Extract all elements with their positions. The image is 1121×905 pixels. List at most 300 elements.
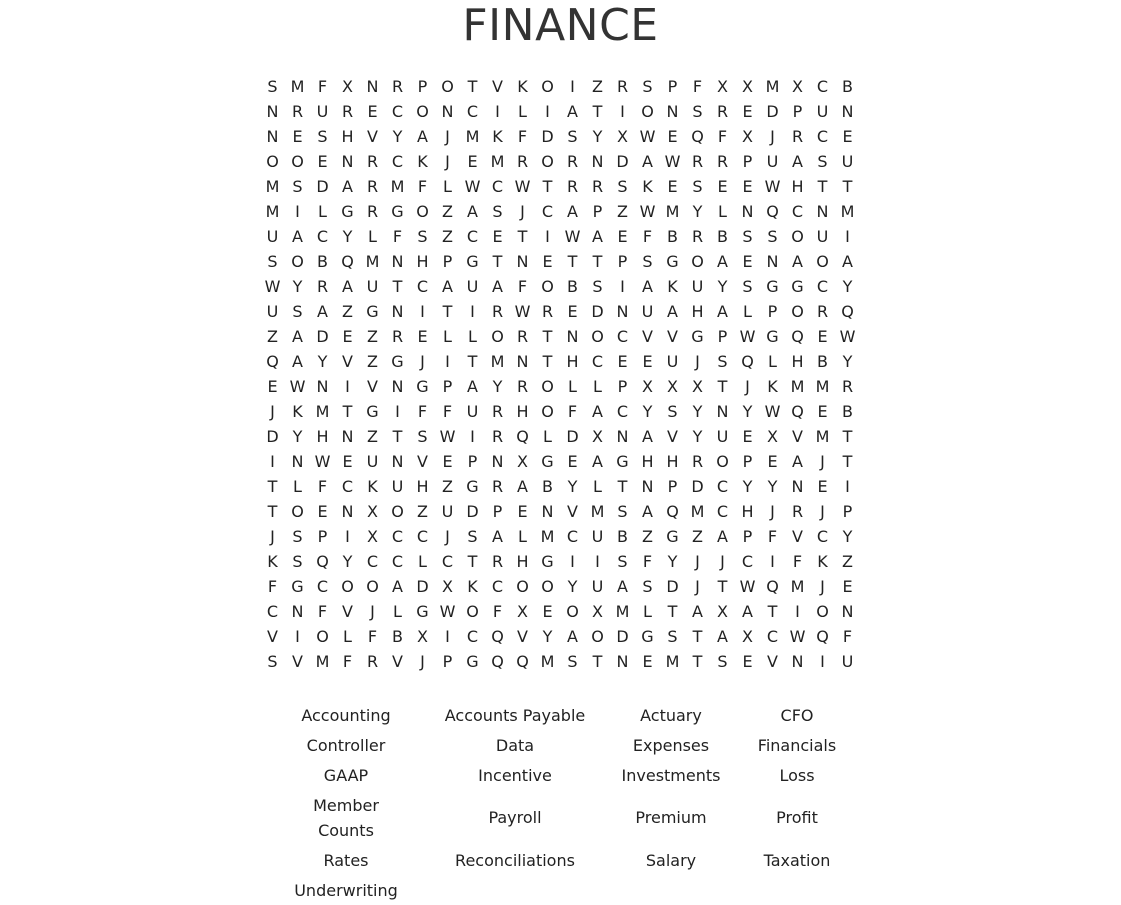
grid-letter[interactable]: B <box>317 252 328 271</box>
grid-letter[interactable]: K <box>642 177 653 196</box>
grid-letter[interactable]: A <box>667 302 678 321</box>
grid-letter[interactable]: Y <box>842 352 853 371</box>
grid-letter[interactable]: S <box>292 527 303 546</box>
grid-letter[interactable]: F <box>517 127 528 146</box>
grid-letter[interactable]: E <box>292 127 303 146</box>
grid-letter[interactable]: X <box>742 127 753 146</box>
grid-letter[interactable]: S <box>692 102 703 121</box>
grid-letter[interactable]: E <box>717 177 728 196</box>
grid-letter[interactable]: S <box>667 627 678 646</box>
grid-letter[interactable]: P <box>667 77 678 96</box>
grid-letter[interactable]: X <box>592 602 603 621</box>
grid-letter[interactable]: W <box>439 602 456 621</box>
grid-letter[interactable]: Y <box>717 277 728 296</box>
grid-letter[interactable]: Z <box>617 202 628 221</box>
grid-letter[interactable]: I <box>570 552 575 571</box>
grid-letter[interactable]: W <box>289 377 306 396</box>
grid-letter[interactable]: N <box>841 102 854 121</box>
grid-letter[interactable]: J <box>720 552 725 571</box>
grid-letter[interactable]: A <box>292 327 303 346</box>
grid-letter[interactable]: W <box>764 402 781 421</box>
grid-letter[interactable]: H <box>666 452 679 471</box>
grid-letter[interactable]: J <box>820 577 825 596</box>
grid-letter[interactable]: E <box>742 177 753 196</box>
grid-letter[interactable]: R <box>791 502 804 521</box>
grid-letter[interactable]: L <box>543 427 552 446</box>
grid-letter[interactable]: G <box>766 327 779 346</box>
grid-letter[interactable]: O <box>341 577 354 596</box>
grid-letter[interactable]: L <box>418 552 427 571</box>
grid-letter[interactable]: N <box>291 452 304 471</box>
grid-letter[interactable]: Z <box>692 527 703 546</box>
grid-letter[interactable]: H <box>316 427 329 446</box>
grid-letter[interactable]: T <box>392 277 403 296</box>
grid-letter[interactable]: M <box>315 652 330 671</box>
grid-letter[interactable]: W <box>514 177 531 196</box>
grid-letter[interactable]: E <box>267 377 278 396</box>
grid-letter[interactable]: F <box>417 402 428 421</box>
grid-letter[interactable]: O <box>266 152 279 171</box>
grid-letter[interactable]: G <box>391 202 404 221</box>
grid-letter[interactable]: A <box>292 227 303 246</box>
grid-letter[interactable]: I <box>595 552 600 571</box>
grid-letter[interactable]: R <box>691 452 704 471</box>
grid-letter[interactable]: R <box>291 102 304 121</box>
grid-letter[interactable]: E <box>367 102 378 121</box>
grid-letter[interactable]: O <box>816 602 829 621</box>
grid-letter[interactable]: O <box>541 152 554 171</box>
grid-letter[interactable]: U <box>841 652 854 671</box>
grid-letter[interactable]: R <box>791 127 804 146</box>
grid-letter[interactable]: E <box>817 402 828 421</box>
grid-letter[interactable]: T <box>767 602 778 621</box>
grid-letter[interactable]: R <box>691 152 704 171</box>
grid-letter[interactable]: E <box>617 227 628 246</box>
grid-letter[interactable]: G <box>666 527 679 546</box>
grid-letter[interactable]: N <box>841 602 854 621</box>
grid-letter[interactable]: T <box>717 377 728 396</box>
grid-letter[interactable]: T <box>592 652 603 671</box>
grid-letter[interactable]: R <box>716 152 729 171</box>
grid-letter[interactable]: C <box>466 227 479 246</box>
grid-letter[interactable]: G <box>616 452 629 471</box>
grid-letter[interactable]: Q <box>516 427 529 446</box>
grid-letter[interactable]: A <box>442 277 453 296</box>
grid-letter[interactable]: F <box>642 552 653 571</box>
grid-letter[interactable]: V <box>667 327 678 346</box>
grid-letter[interactable]: U <box>466 277 479 296</box>
grid-letter[interactable]: C <box>341 477 354 496</box>
grid-letter[interactable]: B <box>542 477 553 496</box>
grid-letter[interactable]: V <box>392 652 403 671</box>
grid-letter[interactable]: G <box>366 302 379 321</box>
grid-letter[interactable]: Z <box>442 202 453 221</box>
grid-letter[interactable]: Y <box>567 477 578 496</box>
grid-letter[interactable]: J <box>695 552 700 571</box>
grid-letter[interactable]: D <box>616 627 629 646</box>
grid-letter[interactable]: A <box>792 152 803 171</box>
grid-letter[interactable]: O <box>591 627 604 646</box>
grid-letter[interactable]: E <box>742 652 753 671</box>
grid-letter[interactable]: Z <box>367 352 378 371</box>
grid-letter[interactable]: A <box>392 577 403 596</box>
grid-letter[interactable]: G <box>541 552 554 571</box>
grid-letter[interactable]: N <box>666 102 679 121</box>
grid-letter[interactable]: G <box>466 652 479 671</box>
grid-letter[interactable]: V <box>417 452 428 471</box>
grid-letter[interactable]: I <box>820 652 825 671</box>
grid-letter[interactable]: Q <box>316 552 329 571</box>
grid-letter[interactable]: B <box>392 627 403 646</box>
grid-letter[interactable]: O <box>466 602 479 621</box>
grid-letter[interactable]: R <box>566 152 579 171</box>
grid-letter[interactable]: I <box>395 402 400 421</box>
grid-letter[interactable]: O <box>541 77 554 96</box>
grid-letter[interactable]: Q <box>766 577 779 596</box>
grid-letter[interactable]: A <box>642 277 653 296</box>
grid-letter[interactable]: S <box>292 302 303 321</box>
grid-letter[interactable]: V <box>292 652 303 671</box>
grid-letter[interactable]: Y <box>842 527 853 546</box>
grid-letter[interactable]: S <box>642 252 653 271</box>
grid-letter[interactable]: L <box>443 327 452 346</box>
grid-letter[interactable]: M <box>615 602 630 621</box>
grid-letter[interactable]: Y <box>692 427 703 446</box>
grid-letter[interactable]: G <box>766 277 779 296</box>
grid-letter[interactable]: M <box>365 252 380 271</box>
grid-letter[interactable]: P <box>492 502 503 521</box>
grid-letter[interactable]: X <box>742 77 753 96</box>
grid-letter[interactable]: O <box>291 252 304 271</box>
grid-letter[interactable]: Q <box>841 302 854 321</box>
grid-letter[interactable]: E <box>842 577 853 596</box>
grid-letter[interactable]: N <box>816 202 829 221</box>
grid-letter[interactable]: I <box>620 277 625 296</box>
grid-letter[interactable]: G <box>416 602 429 621</box>
grid-letter[interactable]: I <box>345 527 350 546</box>
grid-letter[interactable]: R <box>591 177 604 196</box>
grid-letter[interactable]: C <box>766 627 779 646</box>
grid-letter[interactable]: P <box>442 252 453 271</box>
grid-letter[interactable]: Q <box>491 627 504 646</box>
grid-letter[interactable]: F <box>267 577 278 596</box>
grid-letter[interactable]: S <box>642 577 653 596</box>
grid-letter[interactable]: V <box>367 127 378 146</box>
grid-letter[interactable]: T <box>667 602 678 621</box>
grid-letter[interactable]: I <box>620 102 625 121</box>
grid-letter[interactable]: A <box>342 177 353 196</box>
grid-letter[interactable]: T <box>842 452 853 471</box>
grid-letter[interactable]: M <box>490 152 505 171</box>
grid-letter[interactable]: H <box>516 552 529 571</box>
grid-letter[interactable]: S <box>667 402 678 421</box>
grid-letter[interactable]: Y <box>292 427 303 446</box>
grid-letter[interactable]: P <box>442 652 453 671</box>
grid-letter[interactable]: F <box>642 227 653 246</box>
grid-letter[interactable]: I <box>270 452 275 471</box>
grid-letter[interactable]: D <box>666 577 679 596</box>
grid-letter[interactable]: T <box>467 77 478 96</box>
grid-letter[interactable]: F <box>367 627 378 646</box>
grid-letter[interactable]: K <box>817 552 828 571</box>
grid-letter[interactable]: I <box>295 627 300 646</box>
grid-letter[interactable]: J <box>520 202 525 221</box>
grid-letter[interactable]: P <box>442 377 453 396</box>
grid-letter[interactable]: T <box>517 227 528 246</box>
grid-letter[interactable]: G <box>341 202 354 221</box>
grid-letter[interactable]: A <box>567 627 578 646</box>
grid-letter[interactable]: F <box>767 527 778 546</box>
grid-letter[interactable]: N <box>291 602 304 621</box>
grid-letter[interactable]: Y <box>642 402 653 421</box>
grid-letter[interactable]: R <box>616 77 629 96</box>
grid-letter[interactable]: S <box>567 652 578 671</box>
grid-letter[interactable]: Z <box>842 552 853 571</box>
grid-letter[interactable]: C <box>816 127 829 146</box>
grid-letter[interactable]: U <box>591 577 604 596</box>
grid-letter[interactable]: N <box>266 127 279 146</box>
grid-letter[interactable]: V <box>517 627 528 646</box>
grid-letter[interactable]: O <box>816 252 829 271</box>
grid-letter[interactable]: C <box>491 577 504 596</box>
grid-letter[interactable]: G <box>391 352 404 371</box>
grid-letter[interactable]: T <box>692 652 703 671</box>
grid-letter[interactable]: I <box>570 77 575 96</box>
grid-letter[interactable]: U <box>466 402 479 421</box>
grid-letter[interactable]: G <box>291 577 304 596</box>
grid-letter[interactable]: I <box>470 302 475 321</box>
grid-letter[interactable]: E <box>767 452 778 471</box>
grid-letter[interactable]: E <box>542 252 553 271</box>
grid-letter[interactable]: J <box>770 127 775 146</box>
grid-letter[interactable]: Z <box>367 327 378 346</box>
grid-letter[interactable]: M <box>315 402 330 421</box>
grid-letter[interactable]: O <box>491 327 504 346</box>
grid-letter[interactable]: N <box>316 377 329 396</box>
grid-letter[interactable]: Y <box>692 202 703 221</box>
grid-letter[interactable]: K <box>267 552 278 571</box>
grid-letter[interactable]: Y <box>692 402 703 421</box>
grid-letter[interactable]: X <box>417 627 428 646</box>
grid-letter[interactable]: S <box>417 427 428 446</box>
grid-letter[interactable]: N <box>491 452 504 471</box>
grid-letter[interactable]: Y <box>392 127 403 146</box>
grid-letter[interactable]: X <box>442 577 453 596</box>
grid-letter[interactable]: P <box>617 252 628 271</box>
grid-letter[interactable]: X <box>792 77 803 96</box>
grid-letter[interactable]: O <box>541 277 554 296</box>
grid-letter[interactable]: F <box>392 227 403 246</box>
grid-letter[interactable]: S <box>767 227 778 246</box>
grid-letter[interactable]: T <box>717 577 728 596</box>
grid-letter[interactable]: K <box>367 477 378 496</box>
grid-letter[interactable]: R <box>516 152 529 171</box>
grid-letter[interactable]: X <box>767 427 778 446</box>
grid-letter[interactable]: Z <box>267 327 278 346</box>
grid-letter[interactable]: P <box>467 452 478 471</box>
grid-letter[interactable]: E <box>817 477 828 496</box>
grid-letter[interactable]: A <box>317 302 328 321</box>
grid-letter[interactable]: T <box>842 177 853 196</box>
grid-letter[interactable]: R <box>491 302 504 321</box>
grid-letter[interactable]: A <box>617 577 628 596</box>
grid-letter[interactable]: Y <box>592 127 603 146</box>
grid-letter[interactable]: I <box>545 227 550 246</box>
grid-letter[interactable]: J <box>445 527 450 546</box>
grid-letter[interactable]: B <box>842 402 853 421</box>
grid-letter[interactable]: O <box>441 77 454 96</box>
grid-letter[interactable]: A <box>467 202 478 221</box>
grid-letter[interactable]: D <box>266 427 279 446</box>
grid-letter[interactable]: F <box>442 402 453 421</box>
grid-letter[interactable]: L <box>343 627 352 646</box>
grid-letter[interactable]: E <box>642 652 653 671</box>
grid-letter[interactable]: O <box>691 252 704 271</box>
grid-letter[interactable]: V <box>567 502 578 521</box>
grid-letter[interactable]: W <box>514 302 531 321</box>
grid-letter[interactable]: I <box>845 477 850 496</box>
grid-letter[interactable]: K <box>292 402 303 421</box>
grid-letter[interactable]: C <box>466 102 479 121</box>
grid-letter[interactable]: D <box>766 102 779 121</box>
grid-letter[interactable]: A <box>417 127 428 146</box>
grid-letter[interactable]: X <box>517 602 528 621</box>
grid-letter[interactable]: N <box>516 252 529 271</box>
grid-letter[interactable]: Y <box>667 552 678 571</box>
grid-letter[interactable]: R <box>841 377 854 396</box>
grid-letter[interactable]: P <box>617 377 628 396</box>
grid-letter[interactable]: T <box>617 477 628 496</box>
grid-letter[interactable]: S <box>267 652 278 671</box>
grid-letter[interactable]: V <box>267 627 278 646</box>
grid-letter[interactable]: C <box>541 202 554 221</box>
grid-letter[interactable]: W <box>839 327 856 346</box>
grid-letter[interactable]: L <box>643 602 652 621</box>
grid-letter[interactable]: U <box>816 227 829 246</box>
grid-letter[interactable]: C <box>366 552 379 571</box>
grid-letter[interactable]: F <box>317 77 328 96</box>
grid-letter[interactable]: J <box>370 602 375 621</box>
grid-letter[interactable]: K <box>467 577 478 596</box>
grid-letter[interactable]: W <box>314 452 331 471</box>
grid-letter[interactable]: U <box>266 302 279 321</box>
grid-letter[interactable]: V <box>792 427 803 446</box>
grid-letter[interactable]: O <box>791 227 804 246</box>
grid-letter[interactable]: R <box>516 377 529 396</box>
grid-letter[interactable]: X <box>742 627 753 646</box>
grid-letter[interactable]: L <box>443 177 452 196</box>
grid-letter[interactable]: R <box>816 302 829 321</box>
grid-letter[interactable]: E <box>642 352 653 371</box>
grid-letter[interactable]: A <box>642 152 653 171</box>
grid-letter[interactable]: A <box>842 252 853 271</box>
grid-letter[interactable]: S <box>742 277 753 296</box>
grid-letter[interactable]: Q <box>491 652 504 671</box>
grid-letter[interactable]: L <box>393 602 402 621</box>
grid-letter[interactable]: V <box>342 352 353 371</box>
grid-letter[interactable]: A <box>642 502 653 521</box>
grid-letter[interactable]: A <box>567 202 578 221</box>
grid-letter[interactable]: U <box>641 302 654 321</box>
grid-letter[interactable]: C <box>416 527 429 546</box>
grid-letter[interactable]: Y <box>492 377 503 396</box>
grid-letter[interactable]: V <box>367 377 378 396</box>
grid-letter[interactable]: T <box>467 552 478 571</box>
grid-letter[interactable]: Q <box>766 202 779 221</box>
grid-letter[interactable]: D <box>466 502 479 521</box>
grid-letter[interactable]: K <box>517 77 528 96</box>
grid-letter[interactable]: L <box>593 477 602 496</box>
grid-letter[interactable]: N <box>791 477 804 496</box>
grid-letter[interactable]: T <box>692 627 703 646</box>
grid-letter[interactable]: E <box>742 252 753 271</box>
grid-letter[interactable]: M <box>290 77 305 96</box>
grid-letter[interactable]: S <box>567 127 578 146</box>
grid-letter[interactable]: A <box>742 602 753 621</box>
grid-letter[interactable]: J <box>695 352 700 371</box>
grid-letter[interactable]: K <box>667 277 678 296</box>
grid-letter[interactable]: E <box>742 427 753 446</box>
grid-letter[interactable]: C <box>391 527 404 546</box>
grid-letter[interactable]: L <box>518 102 527 121</box>
grid-letter[interactable]: E <box>742 102 753 121</box>
grid-letter[interactable]: X <box>367 502 378 521</box>
grid-letter[interactable]: Y <box>292 277 303 296</box>
grid-letter[interactable]: P <box>667 477 678 496</box>
grid-letter[interactable]: H <box>566 352 579 371</box>
grid-letter[interactable]: B <box>717 227 728 246</box>
grid-letter[interactable]: O <box>716 452 729 471</box>
grid-letter[interactable]: S <box>742 227 753 246</box>
grid-letter[interactable]: B <box>567 277 578 296</box>
grid-letter[interactable]: E <box>617 352 628 371</box>
grid-letter[interactable]: N <box>391 452 404 471</box>
grid-letter[interactable]: B <box>817 352 828 371</box>
grid-letter[interactable]: A <box>592 402 603 421</box>
grid-letter[interactable]: E <box>342 327 353 346</box>
grid-letter[interactable]: L <box>768 352 777 371</box>
grid-letter[interactable]: R <box>541 302 554 321</box>
grid-letter[interactable]: H <box>791 177 804 196</box>
grid-letter[interactable]: E <box>842 127 853 146</box>
grid-letter[interactable]: D <box>616 152 629 171</box>
grid-letter[interactable]: S <box>317 127 328 146</box>
grid-letter[interactable]: E <box>417 327 428 346</box>
grid-letter[interactable]: M <box>690 502 705 521</box>
grid-letter[interactable]: A <box>717 627 728 646</box>
grid-letter[interactable]: C <box>441 552 454 571</box>
grid-letter[interactable]: R <box>391 77 404 96</box>
grid-letter[interactable]: W <box>664 152 681 171</box>
grid-letter[interactable]: U <box>366 277 379 296</box>
grid-letter[interactable]: A <box>492 277 503 296</box>
grid-letter[interactable]: O <box>641 102 654 121</box>
grid-letter[interactable]: V <box>667 427 678 446</box>
grid-letter[interactable]: J <box>820 452 825 471</box>
grid-letter[interactable]: S <box>617 552 628 571</box>
grid-letter[interactable]: N <box>766 252 779 271</box>
grid-letter[interactable]: Z <box>642 527 653 546</box>
grid-letter[interactable]: A <box>592 452 603 471</box>
grid-letter[interactable]: C <box>616 402 629 421</box>
grid-letter[interactable]: D <box>566 427 579 446</box>
grid-letter[interactable]: O <box>416 202 429 221</box>
grid-letter[interactable]: A <box>467 377 478 396</box>
grid-letter[interactable]: Q <box>691 127 704 146</box>
grid-letter[interactable]: U <box>691 277 704 296</box>
grid-letter[interactable]: R <box>366 202 379 221</box>
grid-letter[interactable]: G <box>466 252 479 271</box>
